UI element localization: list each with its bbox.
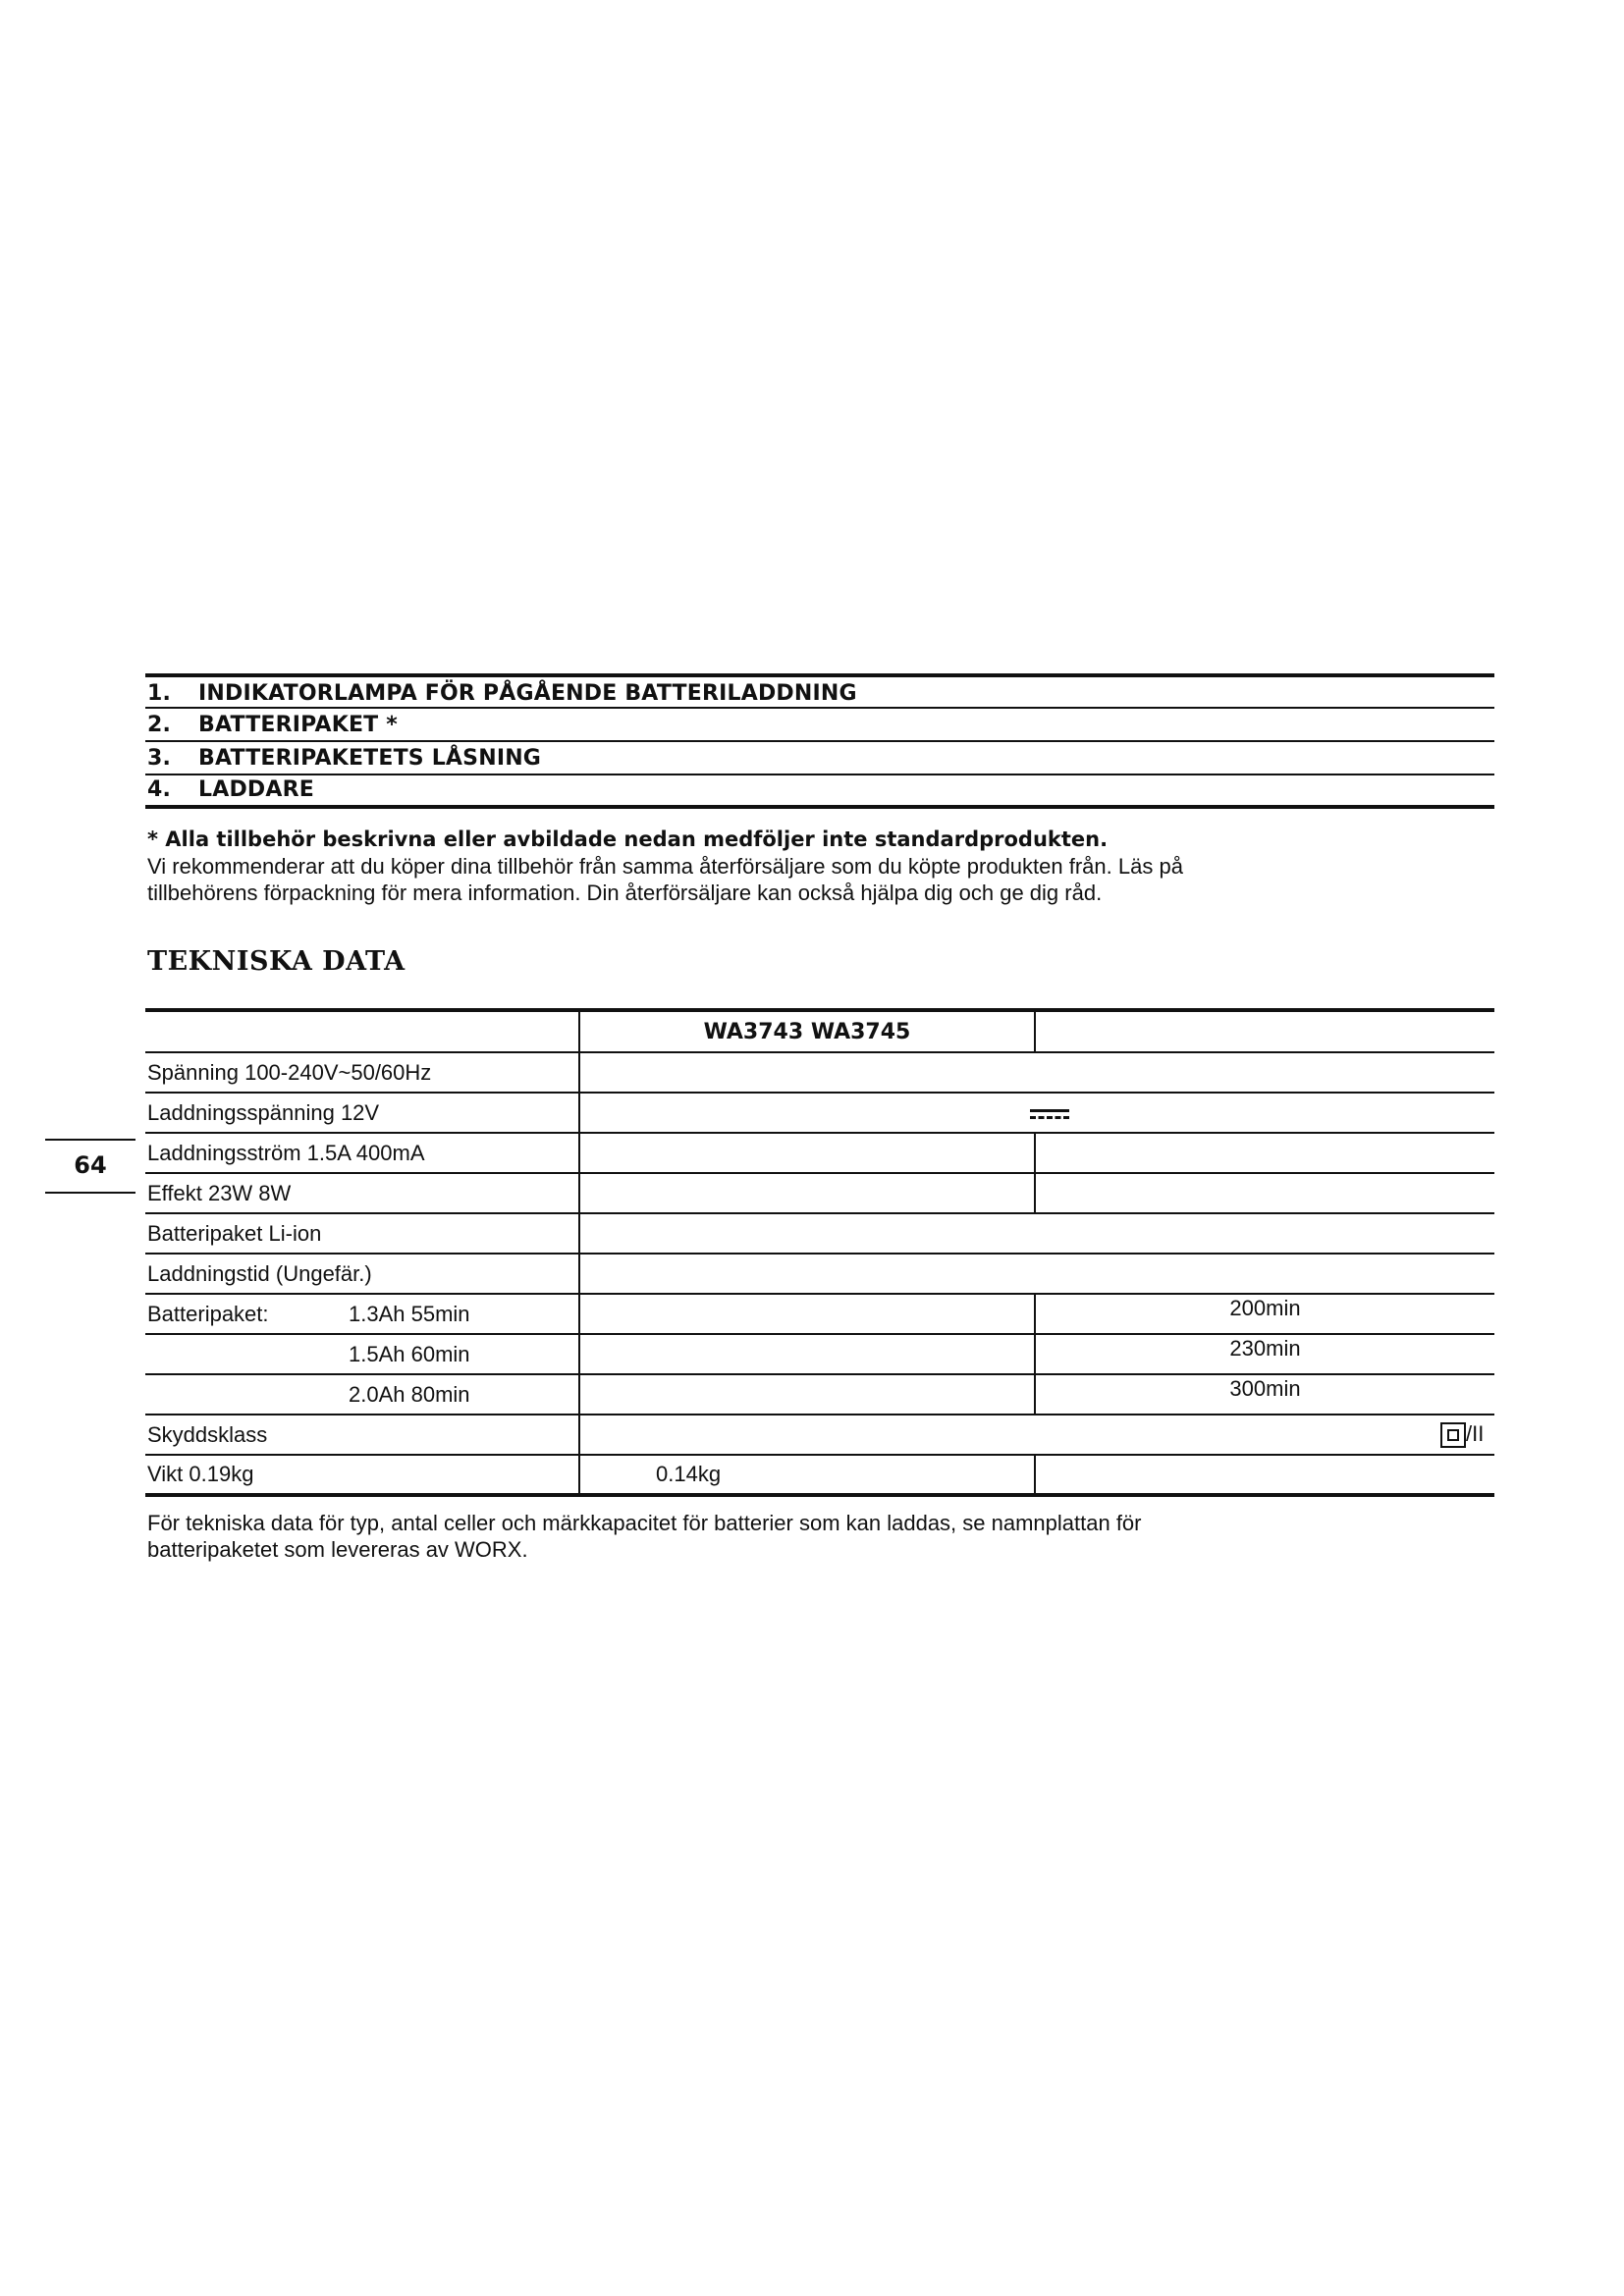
weight-value: 0.14kg (579, 1455, 1035, 1495)
part-row-2 (145, 707, 1494, 740)
accessory-note-bold: * Alla tillbehör beskrivna eller avbildade nedan medföljer inte standardprodukten. (147, 828, 1109, 851)
table-cell (579, 1213, 1494, 1254)
table-cell (1035, 1010, 1494, 1052)
table-row (145, 1294, 1494, 1334)
table-cell (579, 1133, 1035, 1173)
table-row (145, 1173, 1494, 1213)
charge-voltage-label: Laddningsspänning 12V (145, 1093, 579, 1133)
table-cell (579, 1254, 1494, 1294)
table-header-row (145, 1010, 1494, 1052)
battery-row-label (145, 1294, 579, 1334)
table-row (145, 1133, 1494, 1173)
part-label: BATTERIPAKETETS LÅSNING (198, 746, 542, 771)
section-title: TEKNISKA DATA (147, 946, 406, 977)
footnote-line-1: För tekniska data för typ, antal celler och märkkapacitet för batterier som kan laddas, se namnplattan för (147, 1511, 1142, 1535)
battery-row-label (145, 1334, 579, 1374)
page-number-tab (45, 1139, 135, 1194)
table-cell (579, 1093, 1494, 1133)
table-cell (1035, 1173, 1494, 1213)
page-tab-rule (45, 1192, 135, 1194)
footnote (147, 1510, 1424, 1563)
battery-pack-prefix: Batteripaket: (147, 1301, 269, 1326)
charge-time-label: Laddningstid (Ungefär.) (145, 1254, 579, 1294)
battery-capacity: 2.0Ah 80min (349, 1381, 470, 1407)
part-row-3 (145, 740, 1494, 774)
table-row (145, 1254, 1494, 1294)
part-number: 3. (147, 746, 172, 771)
battery-pack-label: Batteripaket Li-ion (145, 1213, 579, 1254)
tech-data-table (145, 1008, 1494, 1497)
battery-row-label (145, 1374, 579, 1415)
page-number: 64 (74, 1151, 107, 1179)
table-row (145, 1213, 1494, 1254)
table-row (145, 1052, 1494, 1093)
voltage-label: Spänning 100-240V~50/60Hz (145, 1052, 579, 1093)
page-tab-rule (45, 1139, 135, 1141)
table-row (145, 1415, 1494, 1455)
battery-capacity: 1.3Ah 55min (349, 1301, 470, 1326)
part-number: 2. (147, 713, 172, 737)
battery-capacity: 1.5Ah 60min (349, 1341, 470, 1366)
charge-time-value: 300min (1035, 1374, 1494, 1415)
protection-class-label: Skyddsklass (145, 1415, 579, 1455)
table-cell (1035, 1133, 1494, 1173)
accessory-note-line-2: tillbehörens förpackning för mera information. Din återförsäljare kan också hjälpa dig och ge dig råd. (147, 881, 1103, 905)
table-cell (579, 1415, 1494, 1455)
direct-current-icon (1030, 1107, 1069, 1121)
part-row-1 (145, 673, 1494, 707)
table-row (145, 1455, 1494, 1495)
table-cell (145, 1010, 579, 1052)
table-cell (579, 1374, 1035, 1415)
accessory-note-line-1: Vi rekommenderar att du köper dina tillbehör från samma återförsäljare som du köpte produkten från. Läs på (147, 854, 1183, 879)
protection-class-value: /II (1466, 1420, 1485, 1446)
charge-time-value: 230min (1035, 1334, 1494, 1374)
part-number: 1. (147, 681, 172, 706)
parts-list-bottom-rule (145, 805, 1494, 809)
charge-current-label: Laddningsström 1.5A 400mA (145, 1133, 579, 1173)
table-cell (579, 1173, 1035, 1213)
power-label: Effekt 23W 8W (145, 1173, 579, 1213)
table-row (145, 1334, 1494, 1374)
parts-list (145, 673, 1494, 809)
weight-label: Vikt 0.19kg (145, 1455, 579, 1495)
table-cell (1035, 1455, 1494, 1495)
charge-time-value: 200min (1035, 1294, 1494, 1334)
part-number: 4. (147, 777, 172, 802)
table-cell (579, 1294, 1035, 1334)
table-row (145, 1093, 1494, 1133)
table-cell (579, 1334, 1035, 1374)
part-row-4 (145, 774, 1494, 805)
accessory-note (147, 827, 1424, 906)
part-label: LADDARE (198, 777, 314, 802)
part-label: BATTERIPAKET * (198, 713, 398, 737)
part-label: INDIKATORLAMPA FÖR PÅGÅENDE BATTERILADDNING (198, 681, 857, 706)
double-insulation-icon (1440, 1422, 1466, 1448)
model-header: WA3743 WA3745 (579, 1010, 1035, 1052)
table-row (145, 1374, 1494, 1415)
footnote-line-2: batteripaketet som levereras av WORX. (147, 1537, 528, 1562)
table-cell (579, 1052, 1494, 1093)
